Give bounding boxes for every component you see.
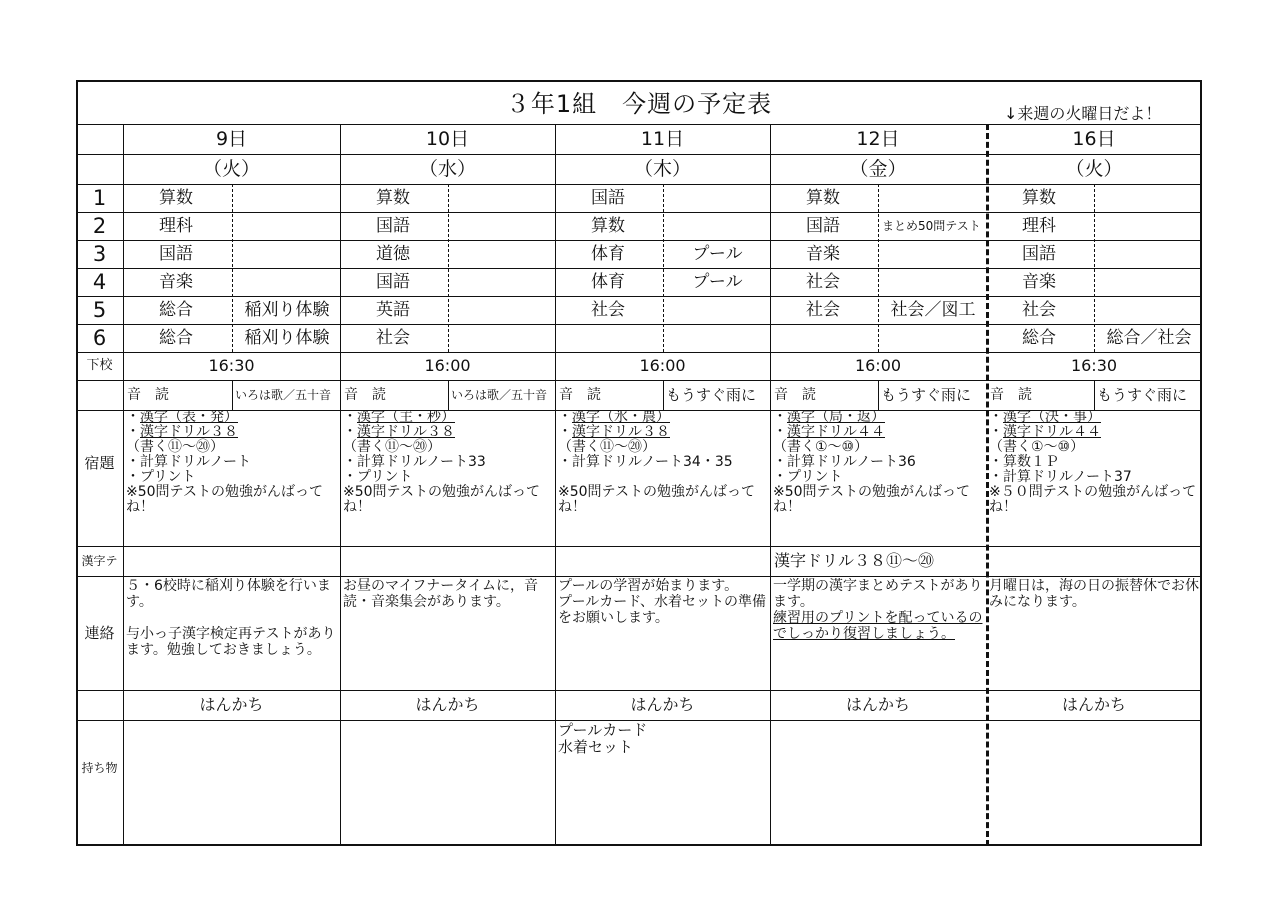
ondoku-divider <box>663 380 664 410</box>
homework-kanji-line: ・漢字（氷・農） <box>558 410 670 425</box>
subject-note: プール <box>692 272 743 292</box>
subject-cell: 国語 <box>376 216 410 236</box>
subject-note: 稲刈り体験 <box>244 328 330 348</box>
ondoku-divider <box>878 380 879 410</box>
homework-drill-line: ・漢字ドリル３８ <box>126 424 238 440</box>
subject-note <box>236 212 338 240</box>
section-line <box>76 720 1202 721</box>
ondoku-text: もうすぐ雨に <box>1097 386 1188 404</box>
homework-details: （書く⑪〜⑳） ・計算ドリルノート ・プリント ※50問テストの勉強がんばって ね！ <box>126 439 323 515</box>
subject-note <box>667 324 768 352</box>
period-number: 3 <box>92 242 107 266</box>
kanji-test-cell: 漢字ドリル３８⑪〜⑳ <box>774 551 935 570</box>
homework-kanji: 漢字（主・秒） <box>357 410 455 425</box>
subject-cell: 算数 <box>159 188 193 208</box>
subject-cell <box>591 324 659 352</box>
subject-cell: 理科 <box>1022 216 1056 236</box>
subject-cell: 音楽 <box>806 244 840 264</box>
day-column-line <box>770 124 771 846</box>
homework-drill-line: ・漢字ドリル４４ <box>989 424 1101 440</box>
contact-cell <box>558 578 767 688</box>
belongings-item: はんかち <box>1061 695 1126 714</box>
subject-note: 稲刈り体験 <box>244 300 330 320</box>
homework-kanji-line: ・漢字（決・事） <box>989 410 1101 425</box>
dismissal-label: 下校 <box>86 358 113 373</box>
subject-note <box>667 296 768 324</box>
subject-note <box>667 212 768 240</box>
dismissal-time: 16:30 <box>1070 356 1118 375</box>
ondoku-text: もうすぐ雨に <box>881 386 972 404</box>
period-number: 5 <box>92 298 107 322</box>
subject-note-divider <box>232 184 233 352</box>
subject-cell: 国語 <box>376 272 410 292</box>
subject-note <box>667 184 768 212</box>
homework-drill-line: ・漢字ドリル３８ <box>343 424 455 440</box>
belongings-item: はんかち <box>845 695 910 714</box>
subject-note <box>882 240 984 268</box>
subject-cell: 算数 <box>1022 188 1056 208</box>
contact-cell <box>126 578 337 688</box>
subject-cell: 社会 <box>1022 300 1056 320</box>
subject-note-divider <box>448 184 449 352</box>
period-number: 2 <box>92 214 107 238</box>
ondoku-text: いろは歌／五十音 <box>451 388 548 402</box>
subject-cell: 社会 <box>806 300 840 320</box>
weekday-header: （木） <box>633 158 691 180</box>
belongings-item: はんかち <box>630 695 695 714</box>
ondoku-label: 音 読 <box>774 387 816 403</box>
kanji-test-cell <box>559 546 766 576</box>
homework-kanji-line: ・漢字（局・返） <box>773 410 885 425</box>
period-number: 1 <box>92 186 107 210</box>
subject-cell: 総合 <box>1022 328 1056 348</box>
contact-cell <box>773 578 983 688</box>
homework-drill: 漢字ドリル４４ <box>1003 424 1101 440</box>
contact-text: 一学期の漢字まとめテストがあり ます。 <box>773 578 983 610</box>
date-header: 12日 <box>856 128 900 150</box>
subject-note-divider <box>663 184 664 352</box>
subject-note <box>1098 296 1200 324</box>
day-column-line <box>340 124 341 846</box>
subject-cell: 総合 <box>159 300 193 320</box>
contact-text: ５・6校時に稲刈り体験を行いま す。 与小っ子漢字検定再テストがあり ます。勉強しておきましょう。 <box>126 578 336 658</box>
kanji-test-cell <box>990 546 1198 576</box>
subject-note <box>882 268 984 296</box>
subject-cell: 社会 <box>806 272 840 292</box>
homework-kanji: 漢字（氷・農） <box>572 410 670 425</box>
subject-note <box>452 268 553 296</box>
dismissal-time: 16:00 <box>854 356 902 375</box>
subject-cell: 国語 <box>1022 244 1056 264</box>
day-column-line <box>555 124 556 846</box>
kanji-test-cell <box>127 546 336 576</box>
belongings-extra <box>126 722 337 844</box>
subject-note-divider <box>1094 184 1095 352</box>
subject-note <box>882 324 984 352</box>
homework-kanji-line: ・漢字（主・秒） <box>343 410 455 425</box>
subject-cell: 算数 <box>591 216 625 236</box>
subject-note: まとめ50問テスト <box>882 219 981 233</box>
subject-note <box>452 296 553 324</box>
kanji-test-label: 漢字テ <box>81 554 118 568</box>
subject-cell: 国語 <box>591 188 625 208</box>
label-column-line <box>123 124 124 846</box>
belongings-item: はんかち <box>415 695 480 714</box>
section-line <box>76 576 1202 577</box>
homework-details: （書く⑪〜⑳） ・計算ドリルノート33 ・プリント ※50問テストの勉強がんばって ね！ <box>343 439 540 515</box>
homework-cell <box>989 410 1199 546</box>
weekday-header: （火） <box>1065 158 1123 180</box>
ondoku-text: もうすぐ雨に <box>666 386 757 404</box>
weekday-header: （水） <box>418 158 476 180</box>
ondoku-divider <box>232 380 233 410</box>
date-header: 10日 <box>425 128 470 150</box>
homework-label: 宿題 <box>84 454 115 472</box>
contact-text: 月曜日は，海の日の振替休でお休 みになります。 <box>989 578 1199 610</box>
subject-cell: 体育 <box>591 272 625 292</box>
contact-label: 連絡 <box>84 624 115 642</box>
subject-note <box>1098 184 1200 212</box>
homework-details: （書く⑪〜⑳） ・計算ドリルノート34・35 ※50問テストの勉強がんばって ね！ <box>558 439 755 515</box>
ondoku-divider <box>448 380 449 410</box>
homework-details: （書く①〜⑩） ・算数１Ｐ ・計算ドリルノート37 ※５０問テストの勉強がんばってね！ <box>989 439 1197 515</box>
subject-note: プール <box>692 244 743 264</box>
belongings-label: 持ち物 <box>81 761 118 775</box>
homework-cell <box>126 410 337 546</box>
ondoku-label: 音 読 <box>344 387 386 403</box>
ondoku-text: いろは歌／五十音 <box>235 388 332 402</box>
date-header: 11日 <box>640 128 685 150</box>
period-number: 6 <box>92 326 107 350</box>
date-header: 16日 <box>1072 128 1116 150</box>
subject-note <box>1098 240 1200 268</box>
subject-note <box>882 184 984 212</box>
dismissal-time: 16:00 <box>639 356 686 375</box>
period-number: 4 <box>92 270 107 294</box>
subject-cell: 理科 <box>159 216 193 236</box>
homework-drill: 漢字ドリル４４ <box>787 424 885 440</box>
belongings-item: はんかち <box>199 695 264 714</box>
subject-note <box>236 268 338 296</box>
subject-cell: 社会 <box>591 300 625 320</box>
belongings-extra <box>989 722 1199 844</box>
subject-cell: 社会 <box>376 328 410 348</box>
subject-note <box>452 212 553 240</box>
dismissal-time: 16:00 <box>424 356 471 375</box>
contact-cell <box>343 578 552 688</box>
page-title: ３年1組 今週の予定表 <box>505 90 773 118</box>
subject-cell: 算数 <box>376 188 410 208</box>
ondoku-divider <box>1094 380 1095 410</box>
subject-cell: 英語 <box>376 300 410 320</box>
weekday-header: （火） <box>202 158 260 180</box>
next-week-note: ↓来週の火曜日だよ！ <box>1004 104 1162 123</box>
subject-cell: 音楽 <box>159 272 193 292</box>
contact-cell <box>989 578 1199 688</box>
subject-cell: 道徳 <box>376 244 410 264</box>
subject-cell: 総合 <box>159 328 193 348</box>
subject-note <box>452 240 553 268</box>
homework-kanji: 漢字（決・事） <box>1003 410 1101 425</box>
contact-text: お昼のマイフナータイムに，音 読・音楽集会があります。 <box>343 578 539 610</box>
belongings-extra: プールカード 水着セット <box>558 722 648 756</box>
subject-note <box>1098 212 1200 240</box>
ondoku-label: 音 読 <box>990 387 1032 403</box>
homework-kanji: 漢字（表・発） <box>140 410 238 425</box>
subject-cell: 国語 <box>806 216 840 236</box>
contact-text: プールの学習が始まります。 プールカード、水着セットの準備 をお願いします。 <box>558 578 767 626</box>
homework-drill: 漢字ドリル３８ <box>572 424 670 440</box>
ondoku-label: 音 読 <box>127 387 169 403</box>
subject-cell: 算数 <box>806 188 840 208</box>
subject-cell: 音楽 <box>1022 272 1056 292</box>
subject-note <box>452 324 553 352</box>
homework-drill-line: ・漢字ドリル３８ <box>558 424 670 440</box>
dismissal-time: 16:30 <box>208 356 255 375</box>
subject-cell: 国語 <box>159 244 193 264</box>
subject-note <box>452 184 553 212</box>
subject-note <box>1098 268 1200 296</box>
belongings-extra <box>773 722 983 844</box>
kanji-test-cell <box>344 546 551 576</box>
homework-cell <box>773 410 983 546</box>
ondoku-label: 音 読 <box>559 387 601 403</box>
homework-cell <box>558 410 767 546</box>
weekday-header: （金） <box>849 158 907 180</box>
subject-note-divider <box>878 184 879 352</box>
homework-drill: 漢字ドリル３８ <box>140 424 238 440</box>
schedule-grid <box>76 80 1202 846</box>
homework-drill: 漢字ドリル３８ <box>357 424 455 440</box>
homework-details: （書く①〜⑩） ・計算ドリルノート36 ・プリント ※50問テストの勉強がんばってね！ <box>773 439 970 515</box>
subject-note: 社会／図工 <box>890 300 976 320</box>
homework-kanji-line: ・漢字（表・発） <box>126 410 238 425</box>
subject-cell <box>806 324 874 352</box>
homework-kanji: 漢字（局・返） <box>787 410 885 425</box>
contact-emphasis: 練習用のプリントを配っているの でしっかり復習しましょう。 <box>773 610 983 642</box>
belongings-extra <box>343 722 552 844</box>
subject-cell: 体育 <box>591 244 625 264</box>
subject-note <box>236 240 338 268</box>
date-header: 9日 <box>215 128 248 150</box>
subject-note <box>236 184 338 212</box>
homework-cell <box>343 410 552 546</box>
homework-drill-line: ・漢字ドリル４４ <box>773 424 885 440</box>
subject-note: 総合／社会 <box>1106 328 1192 348</box>
